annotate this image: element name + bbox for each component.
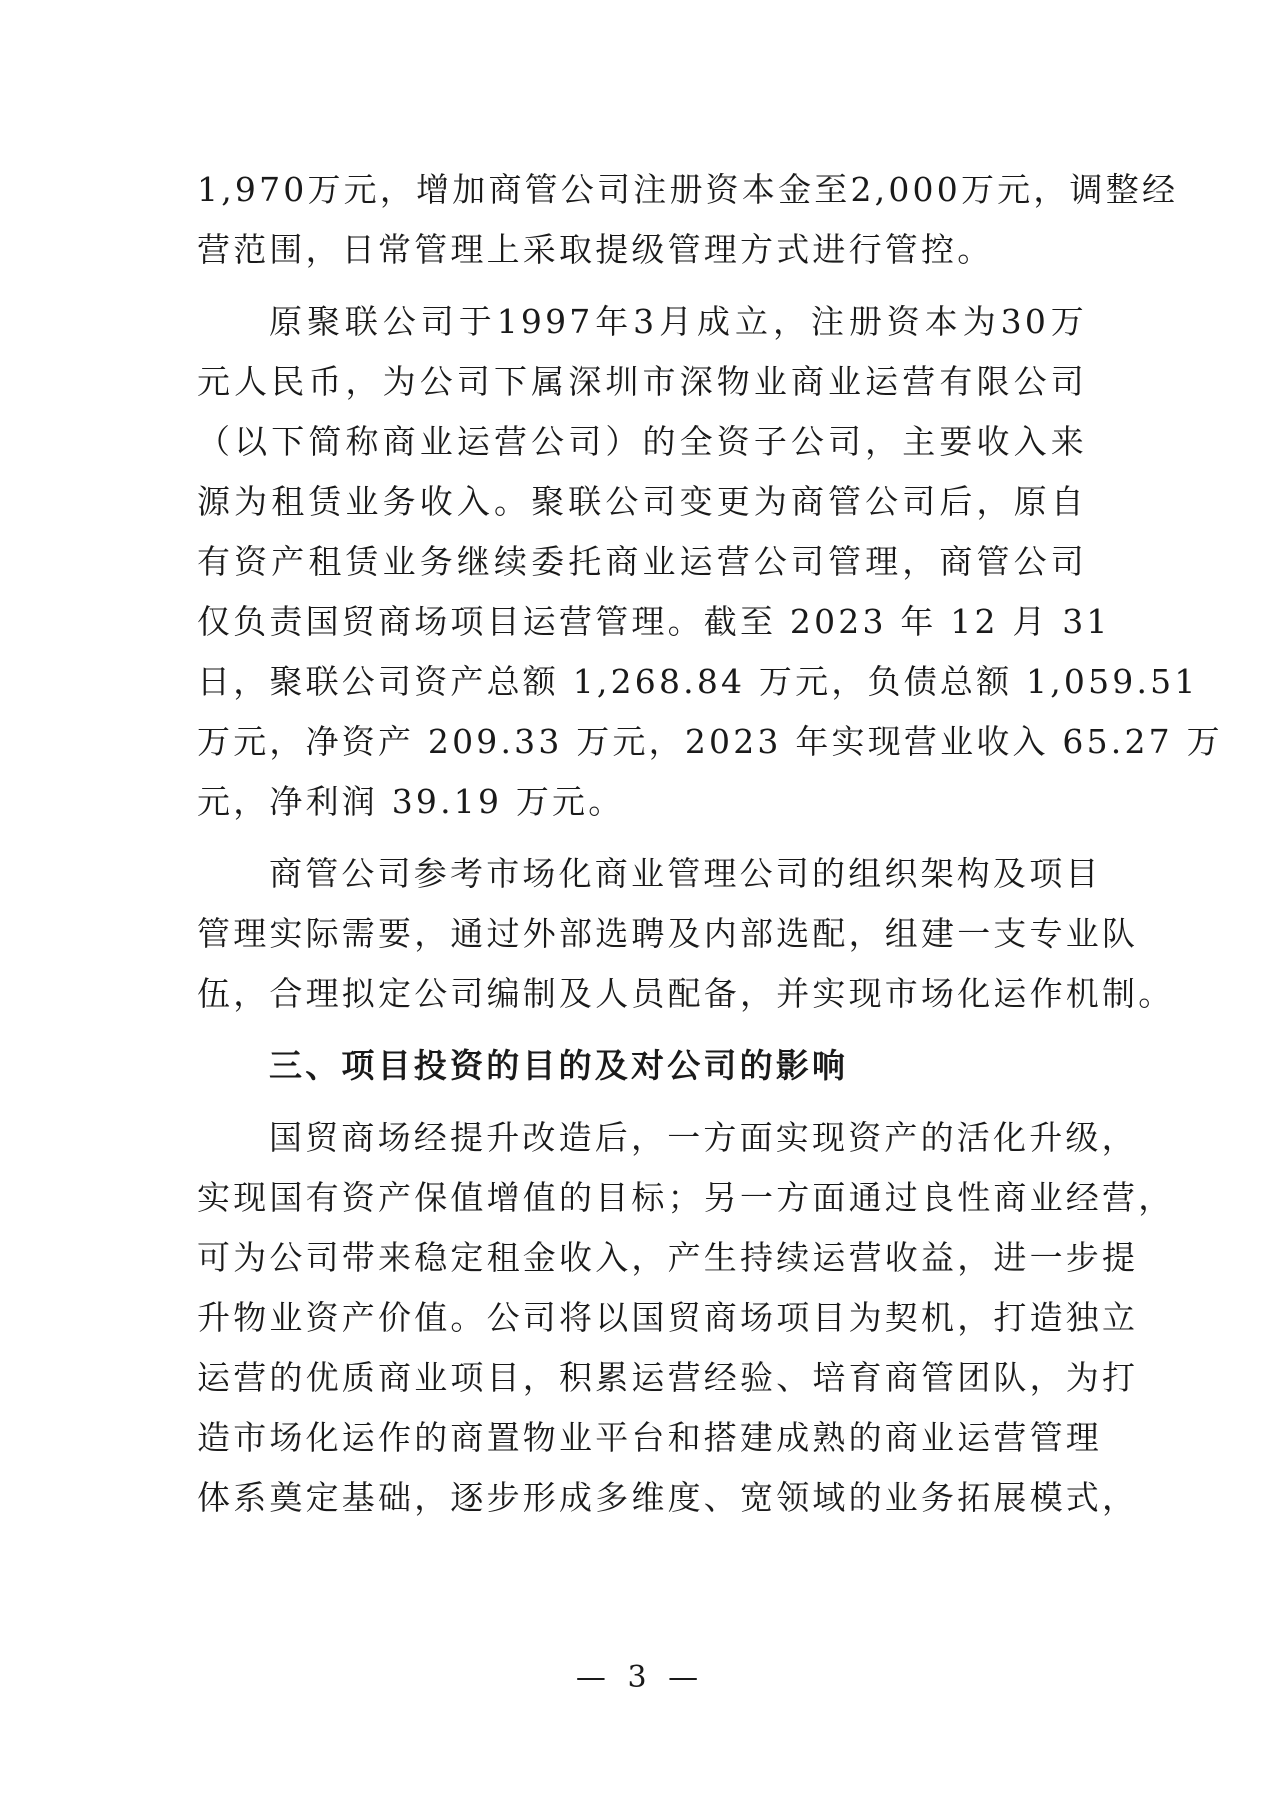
text-line: 源为租赁业务收入。聚联公司变更为商管公司后，原自 xyxy=(197,482,1087,521)
text-line: 伍，合理拟定公司编制及人员配备，并实现市场化运作机制。 xyxy=(197,974,1175,1013)
text-line: 升物业资产价值。公司将以国贸商场项目为契机，打造独立 xyxy=(197,1298,1139,1337)
text-line: （以下简称商业运营公司）的全资子公司，主要收入来 xyxy=(197,422,1087,461)
text-line: 营范围，日常管理上采取提级管理方式进行管控。 xyxy=(197,230,994,269)
text-line: 造市场化运作的商置物业平台和搭建成熟的商业运营管理 xyxy=(197,1418,1102,1457)
text-line: 元人民币，为公司下属深圳市深物业商业运营有限公司 xyxy=(197,362,1087,401)
text-line: 元，净利润 39.19 万元。 xyxy=(197,782,625,821)
text-line: 体系奠定基础，逐步形成多维度、宽领域的业务拓展模式， xyxy=(197,1478,1139,1517)
paragraph-management-company xyxy=(197,844,1175,1024)
text-line: 日，聚联公司资产总额 1,268.84 万元，负债总额 1,059.51 xyxy=(197,662,1199,701)
text-line: 有资产租赁业务继续委托商业运营公司管理，商管公司 xyxy=(197,542,1087,581)
text-line: 原聚联公司于1997年3月成立，注册资本为30万 xyxy=(269,302,1087,341)
text-line: 万元，净资产 209.33 万元，2023 年实现营业收入 65.27 万 xyxy=(197,722,1223,761)
text-line: 管理实际需要，通过外部选聘及内部选配，组建一支专业队 xyxy=(197,914,1139,953)
text-line: 国贸商场经提升改造后，一方面实现资产的活化升级， xyxy=(269,1118,1138,1157)
document-body xyxy=(197,160,1223,1528)
text-line: 运营的优质商业项目，积累运营经验、培育商管团队，为打 xyxy=(197,1358,1139,1397)
text-line: 实现国有资产保值增值的目标；另一方面通过良性商业经营， xyxy=(197,1178,1175,1217)
section-heading: 三、项目投资的目的及对公司的影响 xyxy=(269,1046,849,1085)
text-line: 1,970万元，增加商管公司注册资本金至2,000万元，调整经 xyxy=(197,170,1179,209)
text-line: 仅负责国贸商场项目运营管理。截至 2023 年 12 月 31 xyxy=(197,602,1111,641)
text-line: 可为公司带来稳定租金收入，产生持续运营收益，进一步提 xyxy=(197,1238,1139,1277)
paragraph-continued xyxy=(197,160,1179,280)
paragraph-investment-purpose xyxy=(197,1108,1175,1528)
paragraph-julian-company xyxy=(197,292,1223,832)
text-line: 商管公司参考市场化商业管理公司的组织架构及项目 xyxy=(269,854,1102,893)
page-number: — 3 — xyxy=(575,1660,705,1695)
